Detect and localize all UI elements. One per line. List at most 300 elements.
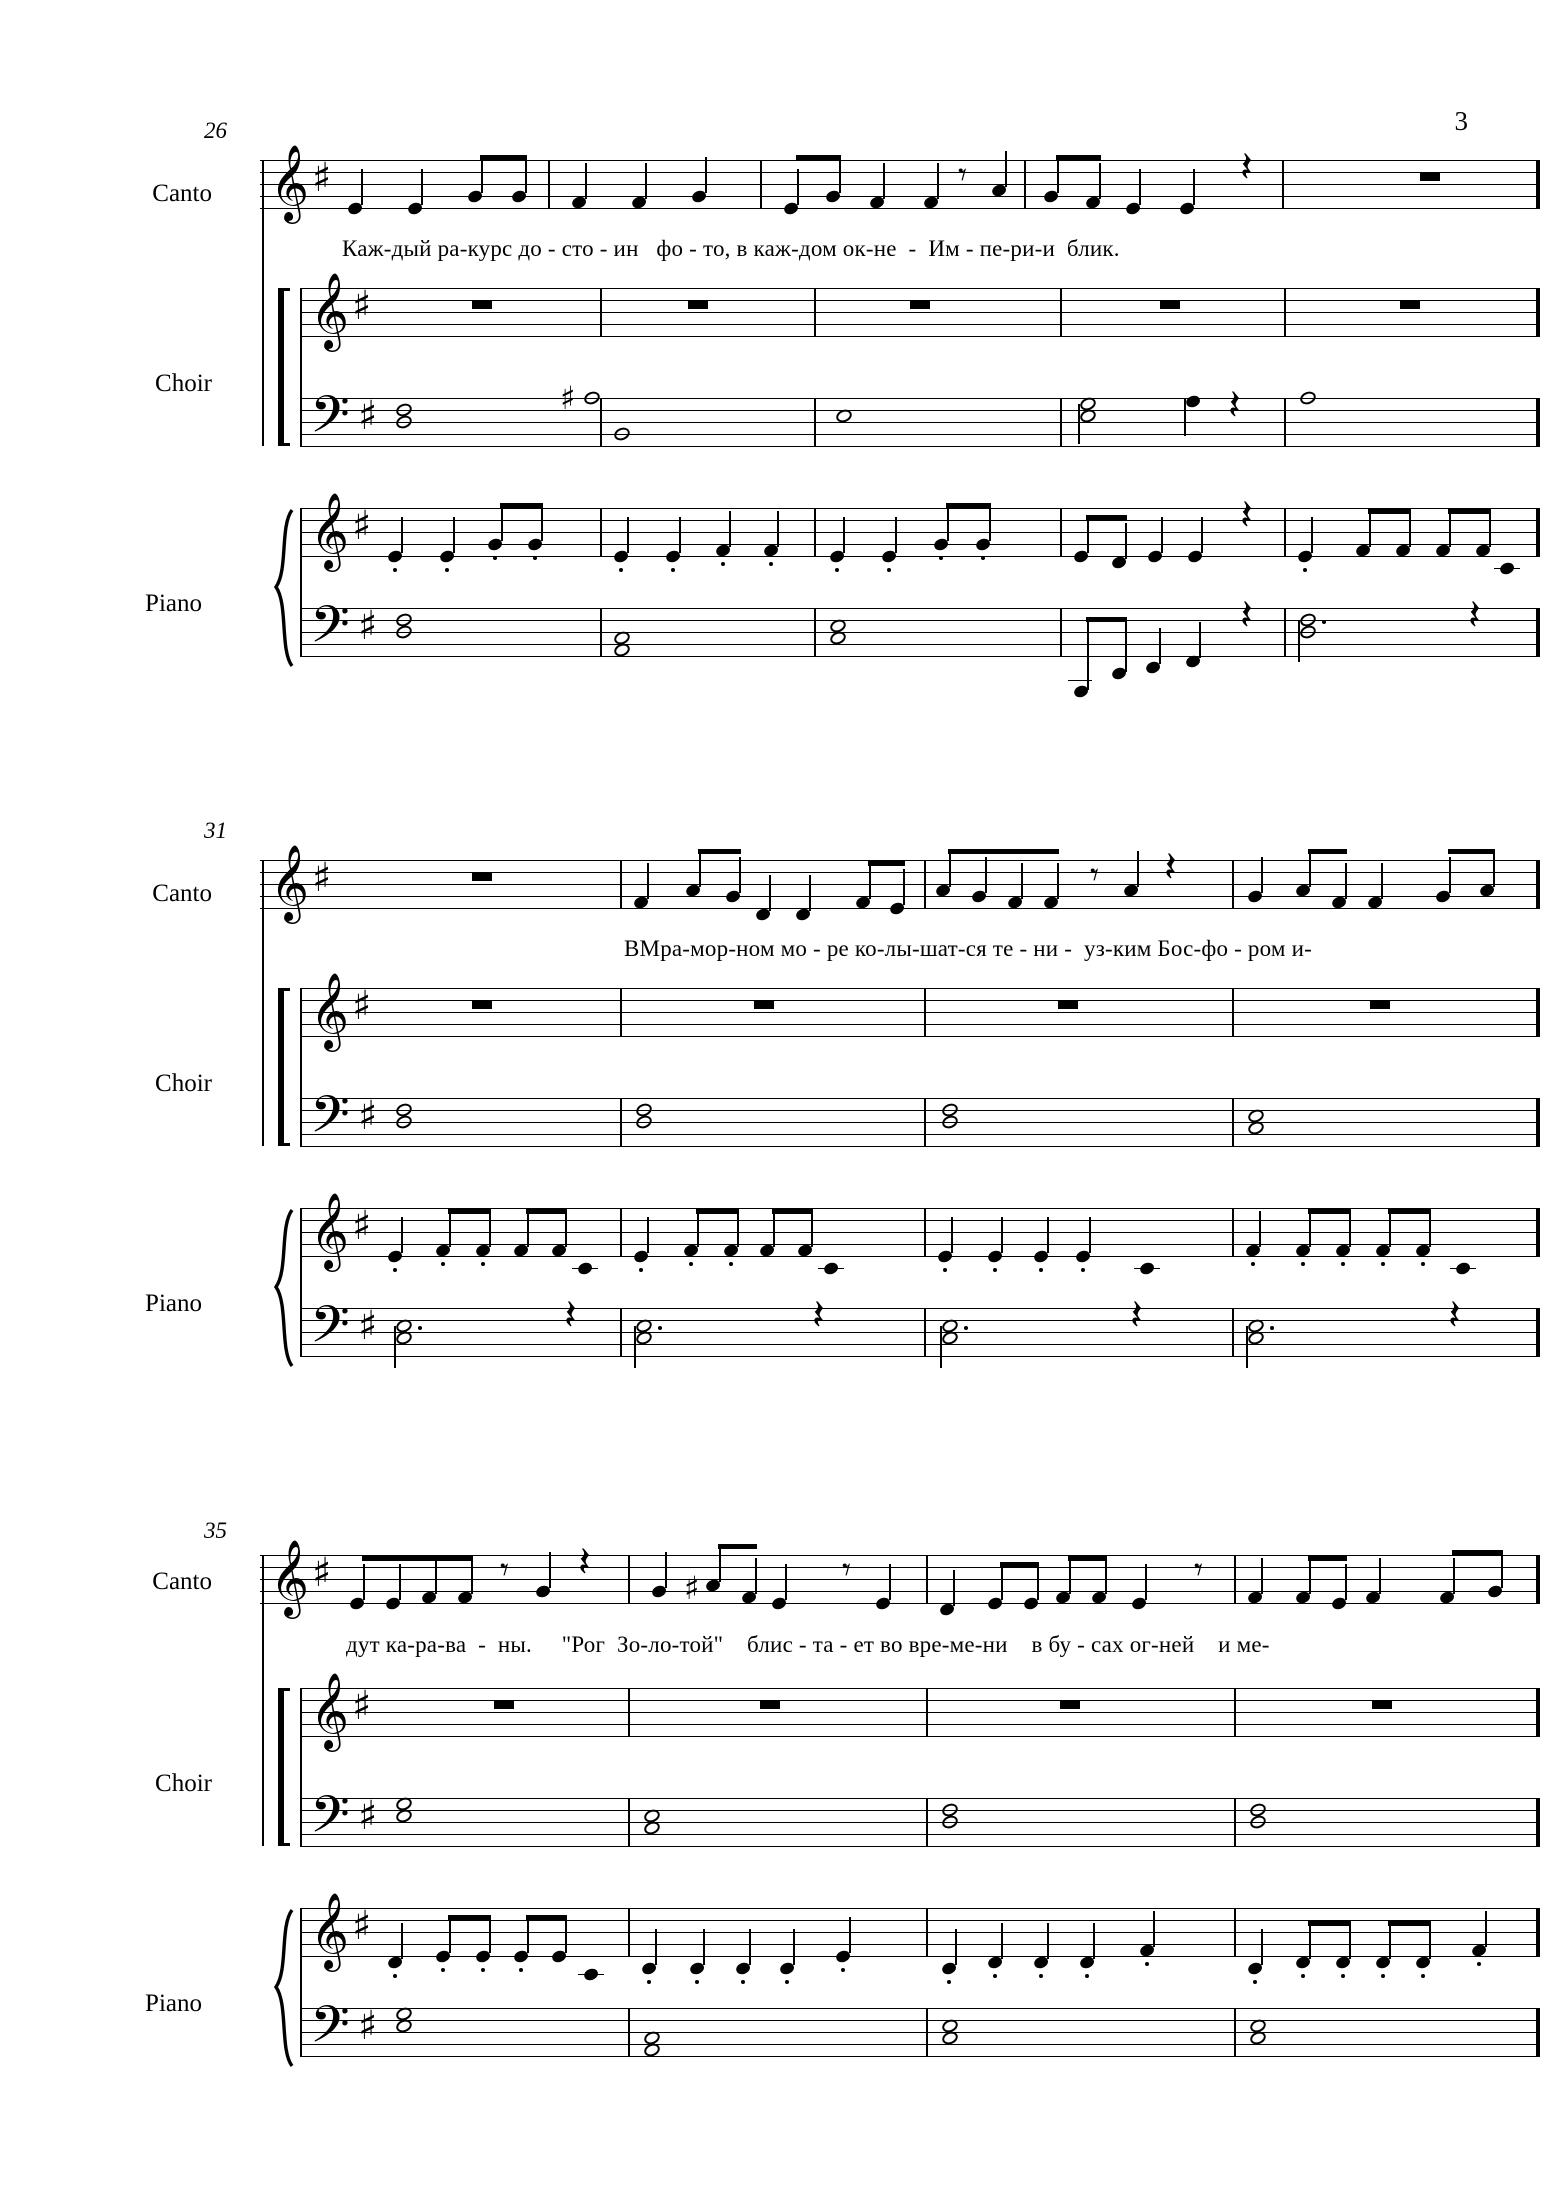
staccato-dot [939,556,943,560]
stem [849,1917,851,1953]
barline [924,1098,926,1146]
staccato-dot [993,1268,997,1272]
part-label-canto: Canto [152,180,212,207]
dotted-rhythm-dot [658,1326,662,1330]
stem [1047,1923,1049,1959]
staccato-dot [1303,568,1307,572]
barline [924,1208,926,1256]
bass-clef-icon: 𝄢 [310,1294,350,1367]
barline [1232,988,1234,1036]
stem [449,1211,451,1247]
staccato-dot [1251,1262,1255,1266]
barline-end [1536,1208,1540,1256]
stem [1184,398,1186,436]
key-signature-sharp: ♯ [358,1093,378,1139]
barline [1060,288,1062,336]
stem [1298,620,1300,662]
stem [1309,1558,1311,1594]
staccato-dot [981,556,985,560]
piano-system-barline [300,508,302,656]
stem [527,1211,529,1247]
barline-end [1536,1908,1540,1956]
staccato-dot [1301,1974,1305,1978]
barline [1024,160,1026,208]
staccato-dot [1145,1962,1149,1966]
stem [1078,404,1080,444]
barline-end [1536,160,1540,208]
beam [696,1209,739,1214]
stem [1201,517,1203,553]
choir-bracket [278,988,290,1146]
barline [1234,1555,1236,1603]
measure-number-35: 35 [204,1518,227,1543]
stem [809,875,811,911]
page-number: 3 [1454,106,1468,136]
stem [1057,863,1059,899]
canto-choir-group-barline [262,1555,264,1846]
staccato-dot [721,562,725,566]
canto-choir-group-barline [262,860,264,1146]
key-signature-sharp: ♯ [352,283,372,329]
barline [620,988,622,1036]
dotted-rhythm-dot [418,1326,422,1330]
stem [399,1564,401,1600]
stem [1449,511,1451,547]
staccato-dot [639,1268,643,1272]
barline [1232,860,1234,908]
quarter-rest: 𝄽 [564,1290,577,1339]
treble-clef-icon: 𝄞 [270,144,310,221]
stem [655,1929,657,1965]
stem [489,1917,491,1953]
beam [1086,515,1127,520]
staccato-dot [695,1980,699,1984]
barline-end [1536,988,1540,1036]
stem [1069,1558,1071,1594]
stem [634,1326,636,1368]
whole-rest [1372,1700,1392,1709]
stem [1309,1211,1311,1247]
stem [811,1211,813,1247]
staff-choir-lower-1 [300,393,1540,446]
staccato-dot [887,568,891,572]
barline [1284,288,1286,336]
stem [755,1558,757,1594]
beam [1000,1562,1039,1567]
key-signature-sharp: ♯ [358,603,378,649]
barline [600,288,602,336]
stem [793,1929,795,1965]
barline [1232,1098,1234,1146]
part-label-canto: Canto [152,880,212,907]
dotted-rhythm-dot [1270,1326,1274,1330]
beam [718,1544,757,1549]
staff-piano-upper-1 [300,503,1540,556]
stem [645,163,647,199]
barline [1234,1688,1236,1736]
stem [585,163,587,199]
dotted-rhythm-dot [964,1326,968,1330]
barline [814,398,816,446]
staccato-dot [1341,1262,1345,1266]
stem [773,1211,775,1247]
staccato-dot [445,568,449,572]
piano-brace [270,1208,296,1368]
barline-end [1536,608,1540,656]
beam [526,1209,567,1214]
part-label-choir: Choir [155,1770,212,1797]
quarter-rest: 𝄽 [1448,1290,1461,1339]
staccato-dot [769,562,773,566]
stem [1047,1217,1049,1253]
stem [940,1326,942,1368]
treble-clef-icon: 𝄞 [310,972,350,1049]
barline [1234,1908,1236,1956]
staccato-dot [533,556,537,560]
choir-bracket [278,288,290,446]
barline-end [1536,398,1540,446]
bass-clef-icon: 𝄢 [310,1784,350,1857]
stem [489,1211,491,1247]
stem [737,1211,739,1247]
measure-number-31: 31 [204,818,227,843]
stem [729,511,731,547]
stem [361,169,363,205]
bass-clef-icon: 𝄢 [310,1084,350,1157]
key-signature-sharp: ♯ [352,1903,372,1949]
beam [500,503,543,508]
stem [1501,1552,1503,1588]
staff-canto-1 [260,155,1540,208]
whole-rest [472,1000,492,1009]
key-signature-sharp: ♯ [358,1303,378,1349]
eighth-rest: 𝄾 [500,1550,510,1590]
barline-end [1536,860,1540,908]
staff-choir-upper-3 [300,1683,1540,1736]
staccato-dot [1381,1262,1385,1266]
stem [1261,1558,1263,1594]
treble-clef-icon: 𝄞 [270,1539,310,1616]
treble-clef-icon: 𝄞 [310,492,350,569]
stem [1429,1211,1431,1247]
stem [1193,169,1195,205]
part-label-choir: Choir [155,1070,212,1097]
stem [435,1558,437,1594]
staccato-dot [729,1262,733,1266]
barline [926,1908,928,1956]
whole-rest [1058,1000,1078,1009]
choir-system-barline [300,288,302,446]
stem [1021,863,1023,899]
stem [705,157,707,193]
ledger-line [572,1268,598,1269]
barline [628,2008,630,2056]
quarter-rest: 𝄽 [1240,490,1253,539]
staccato-dot [619,568,623,572]
stem [1087,517,1089,553]
barline [1284,398,1286,446]
quarter-rest: 𝄽 [1228,380,1241,429]
staccato-dot [1421,1262,1425,1266]
staff-choir-upper-2 [300,983,1540,1036]
barline-end [1536,2008,1540,2056]
staccato-dot [741,1980,745,1984]
barline [814,508,816,556]
lyrics-line: ВМра-мор-ном мо - ре ко-лы-шат-ся те - ни - уз-ким Бос-фо - ром и- [624,936,1312,961]
barline [814,288,816,336]
barline [1060,508,1062,556]
stem [665,1552,667,1588]
barline [1234,2008,1236,2056]
lyrics-line: Каж-дый ра-курс до - сто - ин фо - то, в каж-дом ок-не - Им - пе-ри-и блик. [342,236,1120,261]
treble-clef-icon: 𝄞 [310,1892,350,1969]
key-signature-sharp: ♯ [352,1203,372,1249]
choir-system-barline [300,1688,302,1846]
barline [1234,1798,1236,1846]
stem [1485,1911,1487,1947]
stem [1409,511,1411,547]
stem [1001,1564,1003,1600]
key-signature-sharp: ♯ [358,2003,378,2049]
barline [600,398,602,446]
key-signature-sharp: ♯ [312,855,332,901]
stem [903,869,905,905]
staccato-dot [519,1968,523,1972]
barline [760,160,762,208]
treble-clef-icon: 𝄞 [310,1192,350,1269]
stem [1345,1564,1347,1600]
whole-rest [760,1700,780,1709]
beam [526,1915,567,1920]
ledger-line [818,1268,844,1269]
key-signature-sharp: ♯ [312,155,332,201]
whole-rest [1420,172,1440,181]
stem [1159,628,1161,664]
staccato-dot [993,1974,997,1978]
whole-rest [1060,1700,1080,1709]
key-signature-sharp: ♯ [312,1550,332,1596]
staccato-dot [1039,1268,1043,1272]
barline [926,1688,928,1736]
stem [453,517,455,553]
stem [449,1917,451,1953]
stem [1153,1911,1155,1947]
stem [1389,1923,1391,1959]
staccato-dot [481,1968,485,1972]
beam [1448,849,1495,854]
barline [814,608,816,656]
staccato-dot [671,568,675,572]
stem [1001,1923,1003,1959]
quarter-rest: 𝄽 [1240,590,1253,639]
stem [401,1923,403,1959]
stem [401,1217,403,1253]
stem [953,1570,955,1606]
barline-end [1536,1688,1540,1736]
sharp-accidental: ♯ [684,1569,700,1607]
stem [647,863,649,899]
stem [565,1211,567,1247]
barline [924,1308,926,1356]
stem [697,1211,699,1247]
stem [699,851,701,887]
canto-choir-group-barline [262,160,264,446]
barline [1284,508,1286,556]
staff-canto-3 [260,1550,1540,1607]
stem [1349,1211,1351,1247]
staccato-dot [647,1980,651,1984]
beam [946,503,991,508]
stem [1453,1558,1455,1594]
stem [989,505,991,541]
stem [1087,620,1089,690]
stem [541,505,543,541]
barline [548,160,550,208]
barline [926,2008,928,2056]
barline-end [1536,508,1540,556]
stem [985,857,987,893]
stem [1489,511,1491,547]
choir-system-barline [300,988,302,1146]
whole-rest [494,1700,514,1709]
stem [883,163,885,199]
quarter-rest: 𝄽 [1468,590,1481,639]
stem [777,511,779,547]
whole-rest [1400,300,1420,309]
quarter-rest: 𝄽 [812,1290,825,1339]
piano-system-barline [300,1208,302,1356]
stem [501,505,503,541]
barline [1232,1308,1234,1356]
beam [1448,509,1491,514]
whole-rest [1370,1000,1390,1009]
barline [620,1308,622,1356]
quarter-rest: 𝄽 [1240,142,1253,191]
beam [1308,1556,1347,1561]
quarter-rest: 𝄽 [1130,1290,1143,1339]
bass-clef-icon: 𝄢 [310,594,350,667]
beam [1086,617,1127,622]
stem [869,863,871,899]
beam [1308,849,1347,854]
stem [1105,1558,1107,1594]
beam [1452,1550,1503,1555]
part-label-choir: Choir [155,370,212,397]
staccato-dot [1477,1962,1481,1966]
barline [600,508,602,556]
whole-rest [910,300,930,309]
staccato-dot [1085,1974,1089,1978]
stem [937,163,939,199]
stem [1161,517,1163,553]
stem [1381,863,1383,899]
beam [1308,1209,1351,1214]
barline [600,608,602,656]
lyrics-line: дут ка-ра-ва - ны. "Рог Зо-ло-той" блис - та - ет во вре-ме-ни в бу - сах ог-ней и ме- [346,1632,1270,1657]
barline [1060,398,1062,446]
staff-piano-lower-3 [300,2003,1540,2056]
staccato-dot [393,568,397,572]
staccato-dot [393,1268,397,1272]
eighth-rest: 𝄾 [958,155,968,195]
stem [785,1564,787,1600]
stem [769,875,771,911]
treble-clef-icon: 𝄞 [270,844,310,921]
dotted-rhythm-dot [1322,620,1326,624]
stem [1137,851,1139,887]
stem [647,1217,649,1253]
stem [1139,169,1141,205]
staccato-dot [441,1262,445,1266]
beam [698,849,741,854]
stem [1349,1923,1351,1959]
stem [565,1917,567,1953]
barline [926,1555,928,1603]
treble-clef-icon: 𝄞 [310,1672,350,1749]
staccato-dot [689,1262,693,1266]
barline [628,1908,630,1956]
staccato-dot [835,568,839,572]
barline [628,1798,630,1846]
staccato-dot [1421,1974,1425,1978]
barline [620,1208,622,1256]
barline [620,1098,622,1146]
stem [1089,1217,1091,1253]
stem [1099,163,1101,199]
piano-brace [270,1908,296,2068]
staff-canto-2 [260,855,1540,908]
quarter-rest: 𝄽 [1164,842,1177,891]
beam [1056,155,1101,160]
sharp-accidental: ♯ [560,379,576,417]
part-label-piano: Piano [145,1290,202,1317]
stem [947,505,949,541]
stem [895,517,897,553]
stem [1429,1923,1431,1959]
stem [1037,1564,1039,1600]
barline [924,988,926,1036]
beam [362,1556,473,1561]
barline [1232,1208,1234,1256]
stem [1145,1564,1147,1600]
stem [1309,1923,1311,1959]
staccato-dot [481,1262,485,1266]
barline [628,1555,630,1603]
part-label-canto: Canto [152,1568,212,1595]
whole-rest [1160,300,1180,309]
beam [948,849,1059,854]
whole-rest [688,300,708,309]
beam [448,1209,491,1214]
staff-choir-upper-1 [300,283,1540,336]
staccato-dot [1381,1974,1385,1978]
measure-number-26: 26 [204,118,227,143]
stem [839,157,841,193]
choir-bracket [278,1688,290,1846]
beam [1068,1556,1107,1561]
stem [1449,857,1451,893]
stem [1125,523,1127,559]
staccato-dot [785,1980,789,1984]
quarter-rest: 𝄽 [578,1537,591,1586]
barline-end [1536,1098,1540,1146]
staff-piano-lower-1 [300,603,1540,656]
whole-rest [754,1000,774,1009]
ledger-line [578,1974,604,1975]
beam [796,155,841,160]
whole-rest [472,872,492,881]
stem [1309,851,1311,887]
